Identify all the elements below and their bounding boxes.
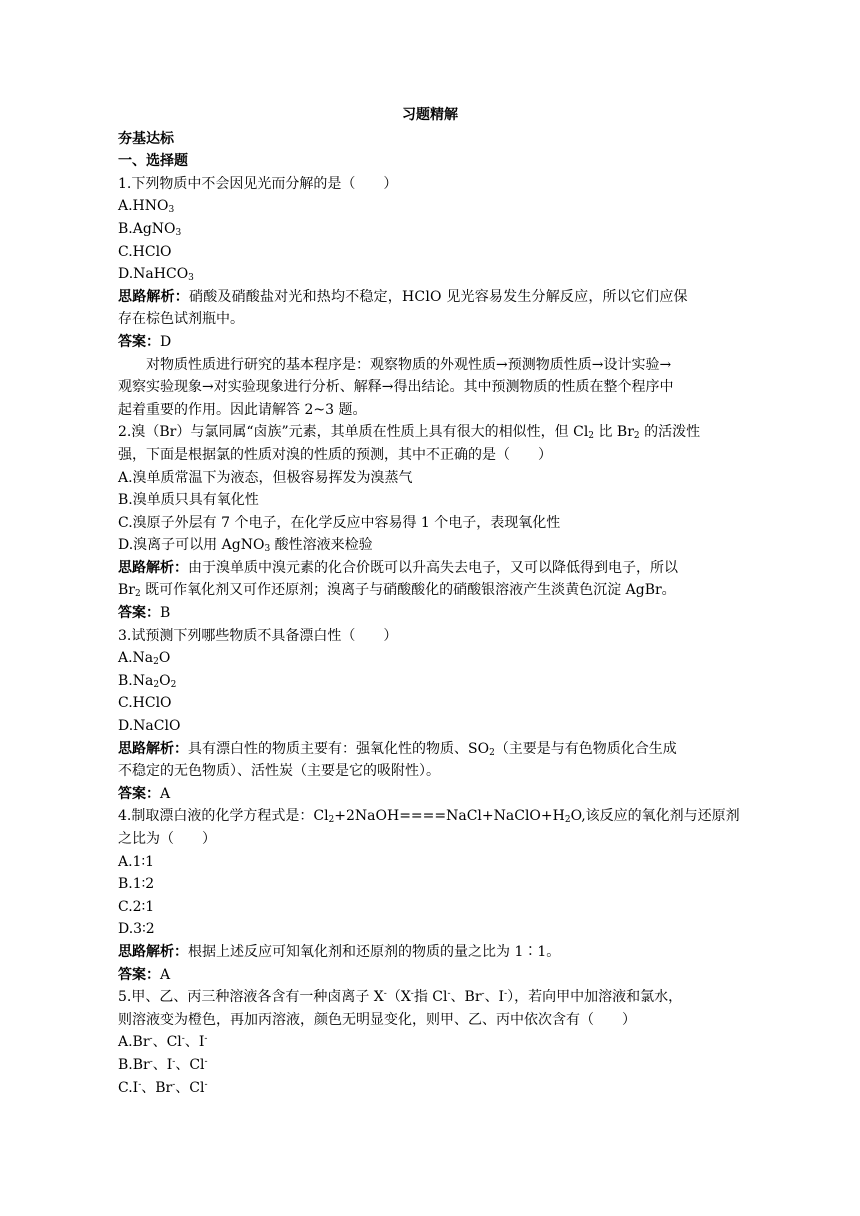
- option-b: B.Br-、I-、Cl-: [118, 1056, 208, 1073]
- analysis: 思路解析：具有漂白性的物质主要有：强氧化性的物质、$SO_2$（主要是与有色物质化合生成: [118, 740, 677, 758]
- answer: 答案：A: [118, 966, 171, 983]
- analysis: 思路解析：硝酸及硝酸盐对光和热均不稳定，HClO 见光容易发生分解反应，所以它们应保: [118, 288, 688, 305]
- option-a: A.溴单质常温下为液态，但极容易挥发为溴蒸气: [118, 469, 413, 486]
- option-c: C.I-、Br-、Cl-: [118, 1079, 208, 1096]
- question-3: [118, 625, 742, 806]
- intro-line: 起着重要的作用。因此请解答 2~3 题。: [118, 401, 367, 418]
- question-stem-cont: 强，下面是根据氯的性质对溴的性质的预测，其中不正确的是（ ）: [118, 446, 552, 463]
- intro-line: 对物质性质进行研究的基本程序是：观察物质的外观性质→预测物质性质→设计实验→: [146, 356, 672, 373]
- answer: 答案：B: [118, 605, 171, 622]
- analysis: 思路解析：根据上述反应可知氧化剂和还原剂的物质的量之比为 1∶1。: [118, 943, 561, 960]
- option-d: D.NaHCO$_3$: [118, 266, 194, 284]
- option-c: C.溴原子外层有 7 个电子，在化学反应中容易得 1 个电子，表现氧化性: [118, 514, 561, 531]
- option-a: A.1∶1: [118, 853, 155, 870]
- question-1: [118, 173, 742, 354]
- question-stem: 4.制取漂白液的化学方程式是：$Cl_2+2NaOH====NaCl+NaClO+H_2O$,该反应的氧化剂与还原剂: [118, 808, 740, 826]
- intro-line: 观察实验现象→对实验现象进行分析、解释→得出结论。其中预测物质的性质在整个程序中: [118, 379, 674, 396]
- option-d: D.溴离子可以用 AgNO$_3$ 酸性溶液来检验: [118, 537, 373, 555]
- answer: 答案：A: [118, 785, 171, 802]
- question-2: [118, 421, 742, 624]
- question-stem-cont: 之比为（ ）: [118, 831, 216, 847]
- option-c: C.HClO: [118, 243, 172, 260]
- section-heading: 夯基达标: [118, 130, 174, 147]
- option-c: C.2∶1: [118, 898, 155, 915]
- option-d: D.3∶2: [118, 921, 155, 938]
- question-stem: 2.溴（Br）与氯同属“卤族”元素，其单质在性质上具有很大的相似性，但 $Cl_2$ 比 $Br_2$ 的活泼性: [118, 424, 701, 442]
- document-page: [118, 104, 742, 1099]
- option-b: $B.Na_2O_2$: [118, 672, 177, 690]
- option-b: B.AgNO$_3$: [118, 220, 182, 238]
- question-stem: 1.下列物质中不会因见光而分解的是（ ）: [118, 175, 398, 192]
- option-a: A.Br-、Cl-、I-: [118, 1034, 208, 1051]
- question-stem: 3.试预测下列哪些物质不具备漂白性（ ）: [118, 627, 398, 644]
- question-stem: 5.甲、乙、丙三种溶液各含有一种卤离子 X-（X-指 Cl-、Br-、I-），若向甲中加溶液和氯水，: [118, 989, 683, 1006]
- option-d: D.NaClO: [118, 718, 181, 735]
- option-b: B.1∶2: [118, 876, 155, 893]
- analysis-cont: 存在棕色试剂瓶中。: [118, 311, 244, 328]
- answer: 答案：D: [118, 333, 172, 350]
- page-title: 习题精解: [402, 107, 458, 123]
- option-c: C.HClO: [118, 695, 172, 712]
- question-5: [118, 986, 742, 1099]
- analysis-cont: $Br_2$ 既可作氧化剂又可作还原剂；溴离子与硝酸酸化的硝酸银溶液产生淡黄色沉淀 AgBr。: [118, 582, 676, 600]
- analysis-cont: 不稳定的无色物质）、活性炭（主要是它的吸附性）。: [118, 763, 440, 780]
- intro-paragraph: [118, 354, 742, 422]
- option-a: $A.Na_2O$: [118, 650, 171, 668]
- option-a: $A.HNO_3$: [118, 198, 175, 216]
- part-heading: 一、选择题: [118, 153, 188, 170]
- question-stem-cont: 则溶液变为橙色，再加丙溶液，颜色无明显变化，则甲、乙、丙中依次含有（ ）: [118, 1011, 636, 1028]
- analysis: 思路解析：由于溴单质中溴元素的化合价既可以升高失去电子，又可以降低得到电子，所以: [118, 559, 678, 576]
- question-4: [118, 805, 742, 986]
- option-b: B.溴单质只具有氧化性: [118, 492, 259, 509]
